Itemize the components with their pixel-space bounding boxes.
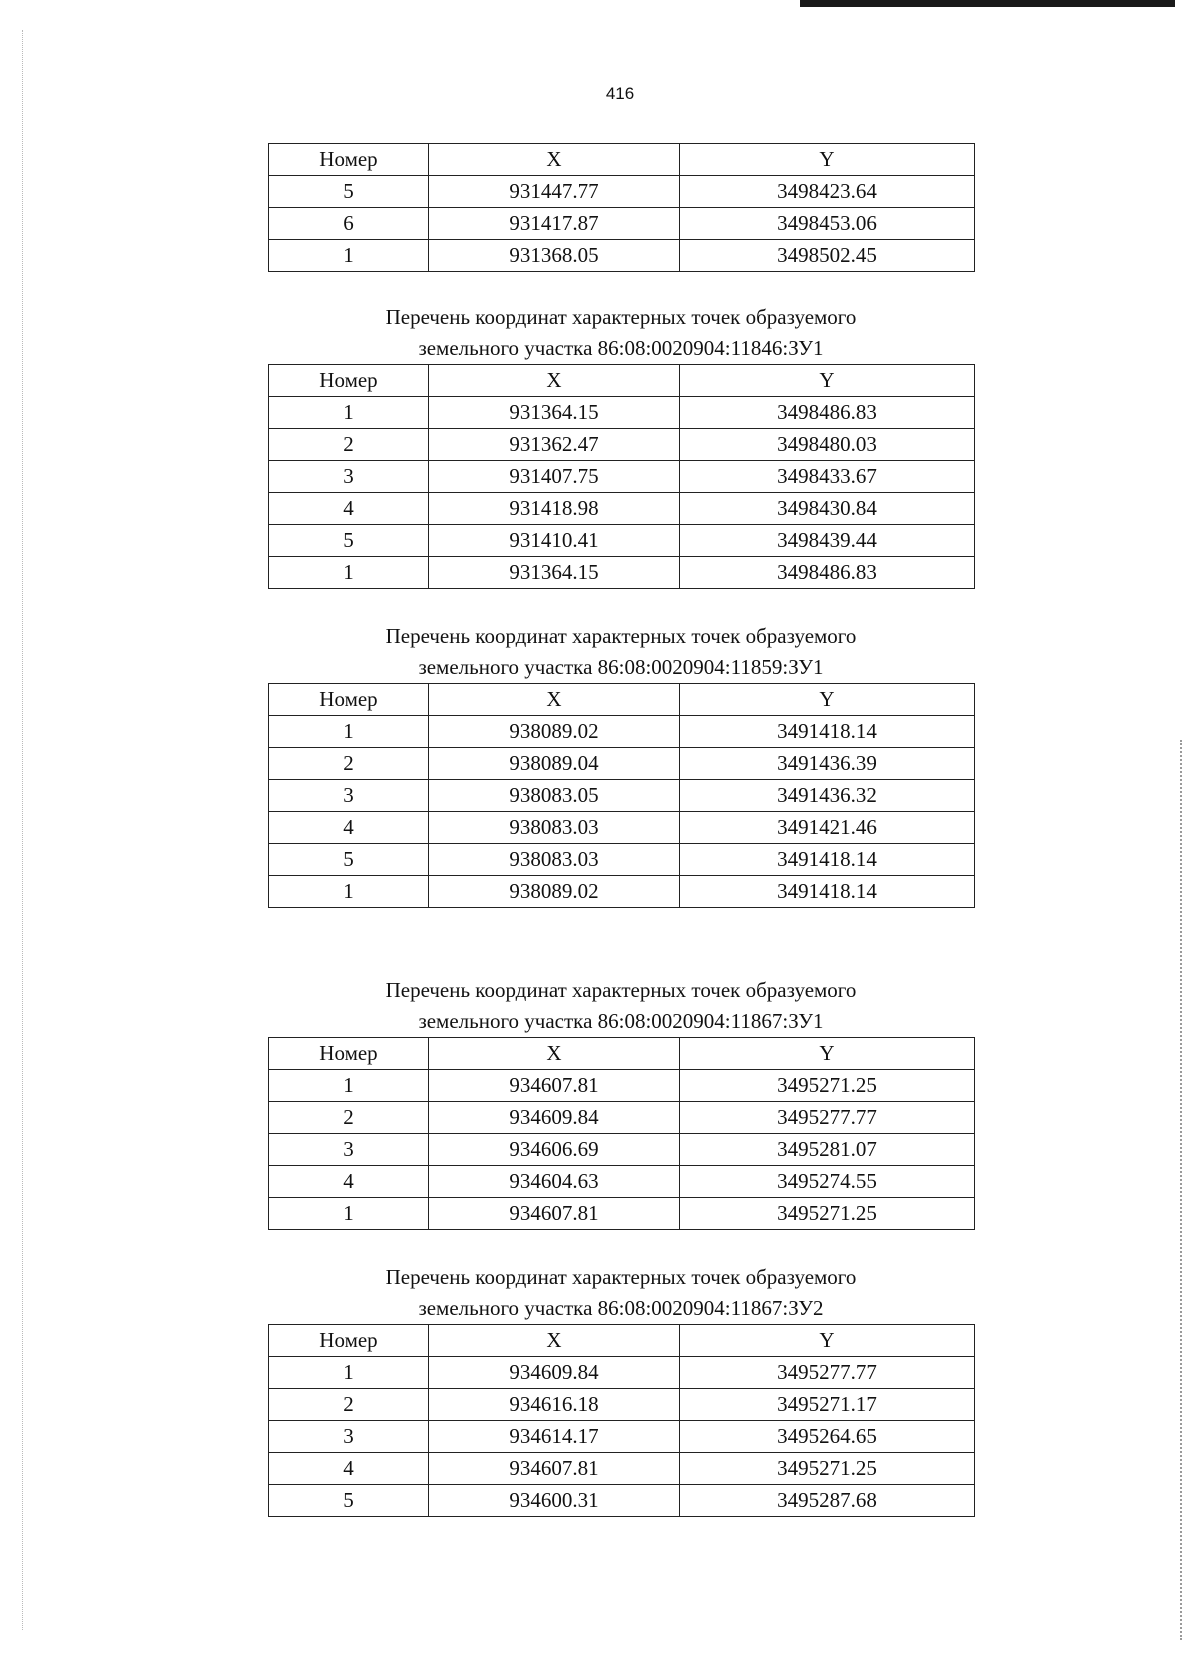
y-coordinate-cell: 3498453.06 (680, 208, 975, 240)
x-coordinate-cell: 934614.17 (429, 1421, 680, 1453)
column-header: Номер (269, 1325, 429, 1357)
x-coordinate-cell: 938083.05 (429, 780, 680, 812)
table-row (269, 429, 975, 461)
coordinate-table (268, 364, 975, 589)
table-row (269, 748, 975, 780)
column-header: Y (680, 144, 975, 176)
point-number-cell: 5 (269, 176, 429, 208)
point-number-cell: 3 (269, 461, 429, 493)
point-number-cell: 4 (269, 1166, 429, 1198)
point-number-cell: 1 (269, 557, 429, 589)
x-coordinate-cell: 934604.63 (429, 1166, 680, 1198)
table-caption (268, 621, 974, 683)
table-row (269, 240, 975, 272)
y-coordinate-cell: 3495277.77 (680, 1357, 975, 1389)
y-coordinate-cell: 3495271.17 (680, 1389, 975, 1421)
point-number-cell: 6 (269, 208, 429, 240)
y-coordinate-cell: 3491418.14 (680, 716, 975, 748)
column-header: Y (680, 365, 975, 397)
table-header-row (269, 144, 975, 176)
caption-line: земельного участка 86:08:0020904:11859:ЗУ1 (418, 655, 824, 679)
x-coordinate-cell: 934607.81 (429, 1070, 680, 1102)
table-row (269, 1485, 975, 1517)
y-coordinate-cell: 3498423.64 (680, 176, 975, 208)
point-number-cell: 4 (269, 812, 429, 844)
column-header: Номер (269, 365, 429, 397)
x-coordinate-cell: 938089.02 (429, 716, 680, 748)
y-coordinate-cell: 3495274.55 (680, 1166, 975, 1198)
table-row (269, 1166, 975, 1198)
y-coordinate-cell: 3495277.77 (680, 1102, 975, 1134)
table-header-row (269, 684, 975, 716)
x-coordinate-cell: 938083.03 (429, 812, 680, 844)
caption-line: Перечень координат характерных точек образуемого (385, 1265, 857, 1289)
table-row (269, 1102, 975, 1134)
y-coordinate-cell: 3498433.67 (680, 461, 975, 493)
column-header: Номер (269, 144, 429, 176)
coordinate-table (268, 1324, 975, 1517)
x-coordinate-cell: 934616.18 (429, 1389, 680, 1421)
coordinate-table-block (268, 621, 974, 908)
caption-line: земельного участка 86:08:0020904:11867:ЗУ1 (418, 1009, 824, 1033)
table-row (269, 208, 975, 240)
table-row (269, 780, 975, 812)
table-row (269, 557, 975, 589)
x-coordinate-cell: 934607.81 (429, 1198, 680, 1230)
point-number-cell: 5 (269, 1485, 429, 1517)
table-row (269, 1357, 975, 1389)
point-number-cell: 2 (269, 748, 429, 780)
table-row (269, 876, 975, 908)
x-coordinate-cell: 938089.04 (429, 748, 680, 780)
document-body (268, 143, 974, 1517)
caption-line: Перечень координат характерных точек образуемого (385, 305, 857, 329)
column-header: Y (680, 1325, 975, 1357)
column-header: X (429, 684, 680, 716)
table-row (269, 525, 975, 557)
coordinate-table-block (268, 302, 974, 589)
x-coordinate-cell: 934609.84 (429, 1357, 680, 1389)
point-number-cell: 4 (269, 1453, 429, 1485)
coordinate-table (268, 143, 975, 272)
coordinate-table (268, 1037, 975, 1230)
x-coordinate-cell: 931368.05 (429, 240, 680, 272)
x-coordinate-cell: 931410.41 (429, 525, 680, 557)
y-coordinate-cell: 3498480.03 (680, 429, 975, 461)
table-row (269, 812, 975, 844)
x-coordinate-cell: 931418.98 (429, 493, 680, 525)
y-coordinate-cell: 3495281.07 (680, 1134, 975, 1166)
point-number-cell: 1 (269, 240, 429, 272)
table-row (269, 1453, 975, 1485)
scan-edge-left (22, 30, 25, 1630)
table-row (269, 493, 975, 525)
table-row (269, 1389, 975, 1421)
point-number-cell: 5 (269, 525, 429, 557)
top-edge-rule (800, 0, 1175, 7)
coordinate-table-block (268, 143, 974, 272)
point-number-cell: 1 (269, 1198, 429, 1230)
x-coordinate-cell: 938089.02 (429, 876, 680, 908)
caption-line: Перечень координат характерных точек образуемого (385, 624, 857, 648)
column-header: X (429, 1038, 680, 1070)
y-coordinate-cell: 3495271.25 (680, 1070, 975, 1102)
y-coordinate-cell: 3495271.25 (680, 1453, 975, 1485)
y-coordinate-cell: 3498430.84 (680, 493, 975, 525)
table-header-row (269, 365, 975, 397)
table-caption (268, 1262, 974, 1324)
point-number-cell: 1 (269, 716, 429, 748)
point-number-cell: 3 (269, 780, 429, 812)
table-row (269, 461, 975, 493)
table-row (269, 1134, 975, 1166)
table-row (269, 176, 975, 208)
coordinate-table-block (268, 1262, 974, 1517)
point-number-cell: 3 (269, 1421, 429, 1453)
y-coordinate-cell: 3495264.65 (680, 1421, 975, 1453)
x-coordinate-cell: 931407.75 (429, 461, 680, 493)
caption-line: земельного участка 86:08:0020904:11867:ЗУ2 (418, 1296, 824, 1320)
table-row (269, 1198, 975, 1230)
table-row (269, 844, 975, 876)
column-header: Номер (269, 1038, 429, 1070)
column-header: Y (680, 1038, 975, 1070)
x-coordinate-cell: 934607.81 (429, 1453, 680, 1485)
y-coordinate-cell: 3491421.46 (680, 812, 975, 844)
y-coordinate-cell: 3495287.68 (680, 1485, 975, 1517)
point-number-cell: 2 (269, 1102, 429, 1134)
point-number-cell: 1 (269, 397, 429, 429)
column-header: X (429, 144, 680, 176)
column-header: Y (680, 684, 975, 716)
point-number-cell: 5 (269, 844, 429, 876)
y-coordinate-cell: 3491436.39 (680, 748, 975, 780)
x-coordinate-cell: 931362.47 (429, 429, 680, 461)
point-number-cell: 4 (269, 493, 429, 525)
x-coordinate-cell: 931417.87 (429, 208, 680, 240)
coordinate-table-block (268, 975, 974, 1230)
coordinate-table (268, 683, 975, 908)
table-row (269, 1421, 975, 1453)
table-caption (268, 302, 974, 364)
x-coordinate-cell: 931447.77 (429, 176, 680, 208)
y-coordinate-cell: 3498439.44 (680, 525, 975, 557)
page-number: 416 (605, 84, 635, 103)
y-coordinate-cell: 3498502.45 (680, 240, 975, 272)
table-row (269, 716, 975, 748)
point-number-cell: 3 (269, 1134, 429, 1166)
y-coordinate-cell: 3491418.14 (680, 844, 975, 876)
point-number-cell: 1 (269, 1070, 429, 1102)
column-header: Номер (269, 684, 429, 716)
column-header: X (429, 1325, 680, 1357)
caption-line: Перечень координат характерных точек образуемого (385, 978, 857, 1002)
point-number-cell: 2 (269, 429, 429, 461)
x-coordinate-cell: 931364.15 (429, 397, 680, 429)
point-number-cell: 2 (269, 1389, 429, 1421)
x-coordinate-cell: 934606.69 (429, 1134, 680, 1166)
x-coordinate-cell: 938083.03 (429, 844, 680, 876)
table-header-row (269, 1038, 975, 1070)
x-coordinate-cell: 934600.31 (429, 1485, 680, 1517)
table-caption (268, 975, 974, 1037)
table-header-row (269, 1325, 975, 1357)
scan-edge-right (1180, 740, 1184, 1640)
caption-line: земельного участка 86:08:0020904:11846:ЗУ1 (418, 336, 824, 360)
table-row (269, 1070, 975, 1102)
y-coordinate-cell: 3495271.25 (680, 1198, 975, 1230)
y-coordinate-cell: 3498486.83 (680, 397, 975, 429)
table-row (269, 397, 975, 429)
y-coordinate-cell: 3491418.14 (680, 876, 975, 908)
y-coordinate-cell: 3498486.83 (680, 557, 975, 589)
column-header: X (429, 365, 680, 397)
x-coordinate-cell: 931364.15 (429, 557, 680, 589)
point-number-cell: 1 (269, 1357, 429, 1389)
point-number-cell: 1 (269, 876, 429, 908)
y-coordinate-cell: 3491436.32 (680, 780, 975, 812)
x-coordinate-cell: 934609.84 (429, 1102, 680, 1134)
